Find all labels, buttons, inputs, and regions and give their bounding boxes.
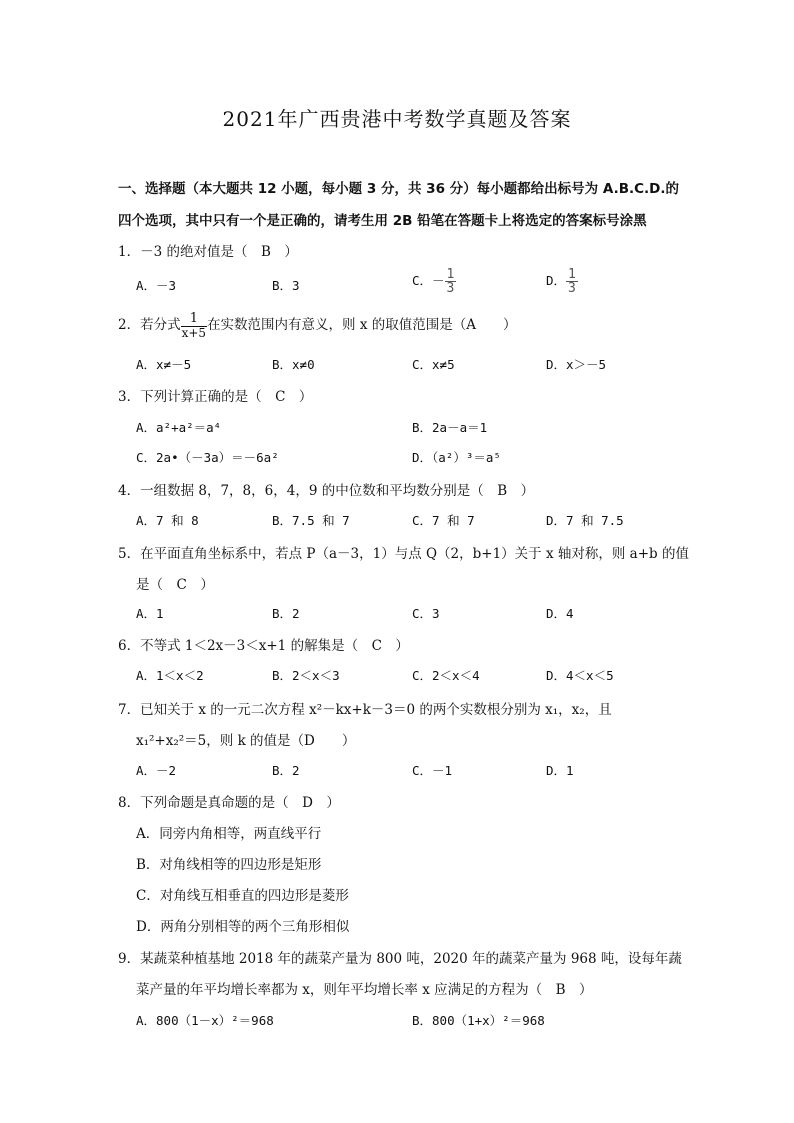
question-3-option-b: B．2a－a＝1 bbox=[412, 420, 488, 435]
question-1-stem: 1．－3 的绝对值是（ B ） bbox=[118, 244, 298, 260]
question-5-option-b: B．2 bbox=[272, 606, 300, 621]
question-6-option-c: C．2＜x＜4 bbox=[412, 668, 480, 683]
question-7-option-c: C．－1 bbox=[412, 763, 453, 778]
question-5-stem-line1: 5．在平面直角坐标系中，若点 P（a－3，1）与点 Q（2，b+1）关于 x 轴对称，则 a+b 的值 bbox=[118, 546, 689, 562]
question-1-option-b: B．3 bbox=[272, 278, 300, 293]
question-1-option-d bbox=[546, 268, 578, 295]
question-7-option-b: B．2 bbox=[272, 763, 300, 778]
question-8-stem: 8．下列命题是真命题的是（ D ） bbox=[118, 795, 340, 811]
fraction-numerator: 1 bbox=[568, 267, 576, 282]
fraction bbox=[181, 312, 207, 339]
fraction-denominator: 3 bbox=[568, 281, 576, 296]
question-9-option-b: B．800（1+x）²＝968 bbox=[412, 1013, 545, 1028]
question-7-stem-line2: x₁²+x₂²＝5，则 k 的值是（D ） bbox=[136, 733, 356, 749]
question-4-option-a: A．7 和 8 bbox=[136, 513, 199, 528]
question-8-option-b: B．对角线相等的四边形是矩形 bbox=[136, 857, 322, 873]
question-1-option-d-prefix: D． bbox=[546, 273, 567, 288]
question-3-option-a: A．a²+a²＝a⁴ bbox=[136, 420, 222, 435]
question-4-option-d: D．7 和 7.5 bbox=[546, 513, 624, 528]
fraction-denominator: 3 bbox=[446, 281, 455, 296]
question-2-option-d: D．x＞－5 bbox=[546, 357, 607, 372]
question-2-stem-prefix: 2．若分式 bbox=[118, 317, 181, 334]
section-instructions-line1: 一、选择题（本大题共 12 小题，每小题 3 分，共 36 分）每小题都给出标号为 A.B.C.D.的 bbox=[118, 181, 679, 197]
question-2-option-c: C．x≠5 bbox=[412, 357, 455, 372]
question-5-stem-line2: 是（ C ） bbox=[136, 577, 214, 593]
question-5-option-d: D．4 bbox=[546, 606, 574, 621]
question-2-option-a: A．x≠－5 bbox=[136, 357, 192, 372]
question-3-option-c: C．2a•（－3a）＝－6a² bbox=[136, 450, 279, 465]
question-4-option-c: C．7 和 7 bbox=[412, 513, 475, 528]
question-1-option-c-prefix: C．－ bbox=[412, 273, 445, 288]
fraction bbox=[445, 268, 457, 295]
fraction-denominator: x+5 bbox=[181, 325, 207, 340]
question-2-stem-suffix: 在实数范围内有意义，则 x 的取值范围是（A ） bbox=[207, 317, 517, 334]
question-8-option-a: A．同旁内角相等，两直线平行 bbox=[136, 826, 322, 842]
question-1-option-c bbox=[412, 268, 456, 295]
question-4-stem: 4．一组数据 8，7，8，6，4，9 的中位数和平均数分别是（ B ） bbox=[118, 483, 535, 499]
question-8-option-c: C．对角线互相垂直的四边形是菱形 bbox=[136, 888, 349, 904]
question-9-option-a: A．800（1－x）²＝968 bbox=[136, 1013, 274, 1028]
fraction bbox=[566, 268, 578, 295]
page-title: 2021年广西贵港中考数学真题及答案 bbox=[222, 107, 572, 131]
fraction-numerator: 1 bbox=[446, 267, 455, 282]
question-6-option-d: D．4＜x＜5 bbox=[546, 668, 614, 683]
question-9-stem-line1: 9．某蔬菜种植基地 2018 年的蔬菜产量为 800 吨，2020 年的蔬菜产量为 968 吨，设每年蔬 bbox=[118, 951, 682, 967]
section-instructions-line2: 四个选项，其中只有一个是正确的，请考生用 2B 铅笔在答题卡上将选定的答案标号涂黑 bbox=[118, 213, 647, 229]
question-6-stem: 6．不等式 1＜2x－3＜x+1 的解集是（ C ） bbox=[118, 638, 409, 654]
question-7-option-a: A．－2 bbox=[136, 763, 177, 778]
question-6-option-b: B．2＜x＜3 bbox=[272, 668, 340, 683]
question-8-option-d: D．两角分别相等的两个三角形相似 bbox=[136, 919, 350, 935]
question-5-option-c: C．3 bbox=[412, 606, 440, 621]
question-5-option-a: A．1 bbox=[136, 606, 164, 621]
fraction-numerator: 1 bbox=[189, 311, 198, 326]
question-7-stem-line1: 7．已知关于 x 的一元二次方程 x²－kx+k－3＝0 的两个实数根分别为 x₁，x₂，且 bbox=[118, 702, 612, 718]
question-4-option-b: B．7.5 和 7 bbox=[272, 513, 350, 528]
question-1-option-a: A．－3 bbox=[136, 278, 177, 293]
question-9-stem-line2: 菜产量的年平均增长率都为 x，则年平均增长率 x 应满足的方程为（ B ） bbox=[136, 982, 593, 998]
question-2-stem bbox=[118, 312, 517, 339]
question-7-option-d: D．1 bbox=[546, 763, 574, 778]
question-3-option-d: D．（a²）³＝a⁵ bbox=[412, 450, 501, 465]
question-3-stem: 3．下列计算正确的是（ C ） bbox=[118, 389, 313, 405]
question-2-option-b: B．x≠0 bbox=[272, 357, 315, 372]
question-6-option-a: A．1＜x＜2 bbox=[136, 668, 204, 683]
